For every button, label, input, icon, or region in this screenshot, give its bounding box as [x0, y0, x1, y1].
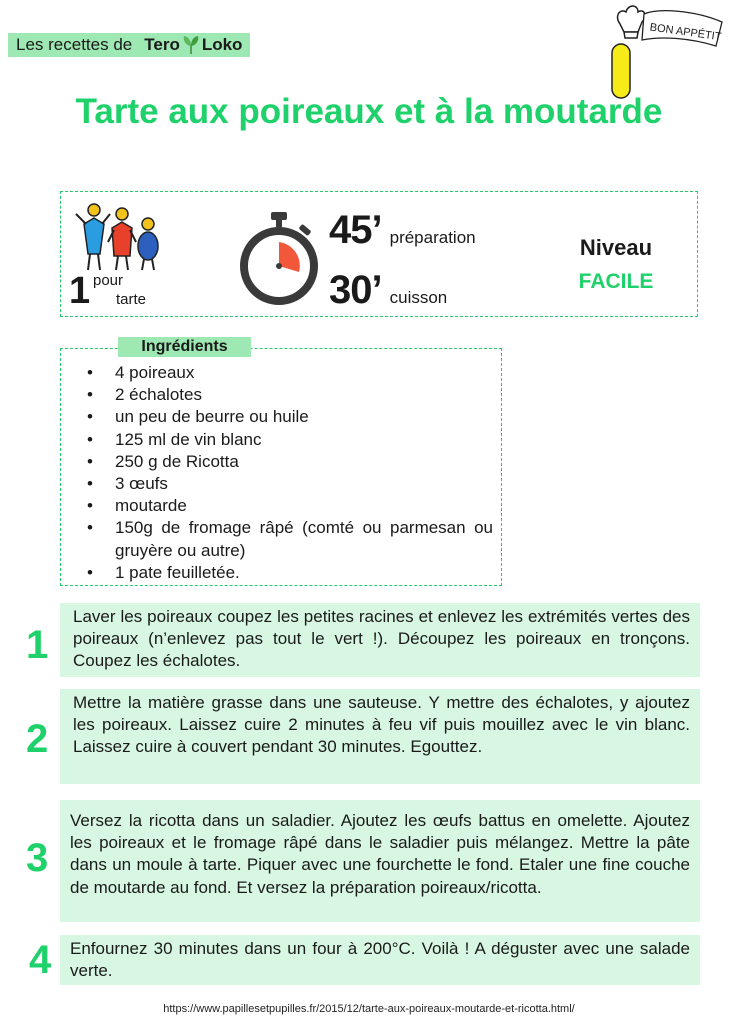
- ingredient-item: • 2 échalotes: [83, 384, 493, 406]
- brand-name-second: Loko: [201, 35, 243, 54]
- step-text: Laver les poireaux coupez les petites racines et enlevez les extrémités vertes des poireaux (n’enlevez pas tout le vert !). Découpez les poireaux en tronçons. Coupez les échalotes.: [73, 607, 690, 671]
- prep-time-value: 45’: [329, 208, 382, 252]
- step-number: 4: [29, 938, 52, 982]
- step-number: 1: [26, 623, 49, 667]
- stopwatch-icon: [237, 210, 321, 306]
- ingredients-heading: Ingrédients: [118, 337, 251, 357]
- brand-prefix: Les recettes de: [16, 35, 133, 54]
- ingredient-item: • 1 pate feuilletée.: [83, 562, 493, 584]
- servings-unit-line2: tarte: [116, 291, 147, 308]
- step-text: Mettre la matière grasse dans une sauteuse. Y mettre des échalotes, y ajoutez les poireaux. Laissez cuire 2 minutes à feu vif puis mouillez avec le vin blanc. Laissez cuire à couvert pendant 30 minutes. Egouttez.: [73, 693, 690, 757]
- brand-name-first: Tero: [144, 35, 180, 54]
- ingredient-item: • 150g de fromage râpé (comté ou parmesan ou gruyère ou autre): [83, 517, 493, 561]
- step-number: 3: [26, 836, 49, 880]
- step-number: 2: [26, 717, 49, 761]
- recipe-info-box: [60, 191, 698, 317]
- step-text: Enfournez 30 minutes dans un four à 200°C. Voilà ! A déguster avec une salade verte.: [70, 939, 690, 981]
- ingredients-box: [60, 348, 502, 586]
- ingredients-list: [83, 362, 493, 584]
- cook-time-label: cuisson: [389, 288, 448, 307]
- level-label: Niveau: [579, 235, 653, 260]
- source-url[interactable]: https://www.papillesetpupilles.fr/2015/12/tarte-aux-poireaux-moutarde-et-ricotta.html/: [163, 1003, 575, 1015]
- people-icon: [74, 202, 162, 272]
- ingredient-item: • 3 œufs: [83, 473, 493, 495]
- cook-time-value: 30’: [329, 268, 382, 312]
- ingredient-item: • un peu de beurre ou huile: [83, 406, 493, 428]
- brand-banner: [8, 33, 250, 57]
- prep-time-label: préparation: [389, 228, 476, 247]
- ingredient-item: • moutarde: [83, 495, 493, 517]
- step-text: Versez la ricotta dans un saladier. Ajoutez les œufs battus en omelette. Ajoutez les poireaux et le fromage râpé dans le saladier puis mélangez. Mettre la pâte dans un moule à tarte. Piquer avec une fourchette le fond. Etaler une fine couche de moutarde au fond. Et versez la préparation poireaux/ricotta.: [70, 811, 690, 897]
- cook-time: [329, 268, 447, 313]
- prep-time: [329, 208, 476, 253]
- chef-hat-icon: [606, 2, 734, 100]
- ingredient-item: • 250 g de Ricotta: [83, 451, 493, 473]
- servings-unit-line1: pour: [93, 272, 124, 289]
- leaf-icon: [182, 35, 200, 55]
- recipe-title: Tarte aux poireaux et à la moutarde: [75, 92, 663, 131]
- ingredient-item: • 125 ml de vin blanc: [83, 429, 493, 451]
- servings-count: 1: [69, 270, 91, 312]
- level-value: FACILE: [578, 270, 654, 293]
- ingredient-item: • 4 poireaux: [83, 362, 493, 384]
- sticker-text: BON APPÉTIT: [649, 21, 723, 44]
